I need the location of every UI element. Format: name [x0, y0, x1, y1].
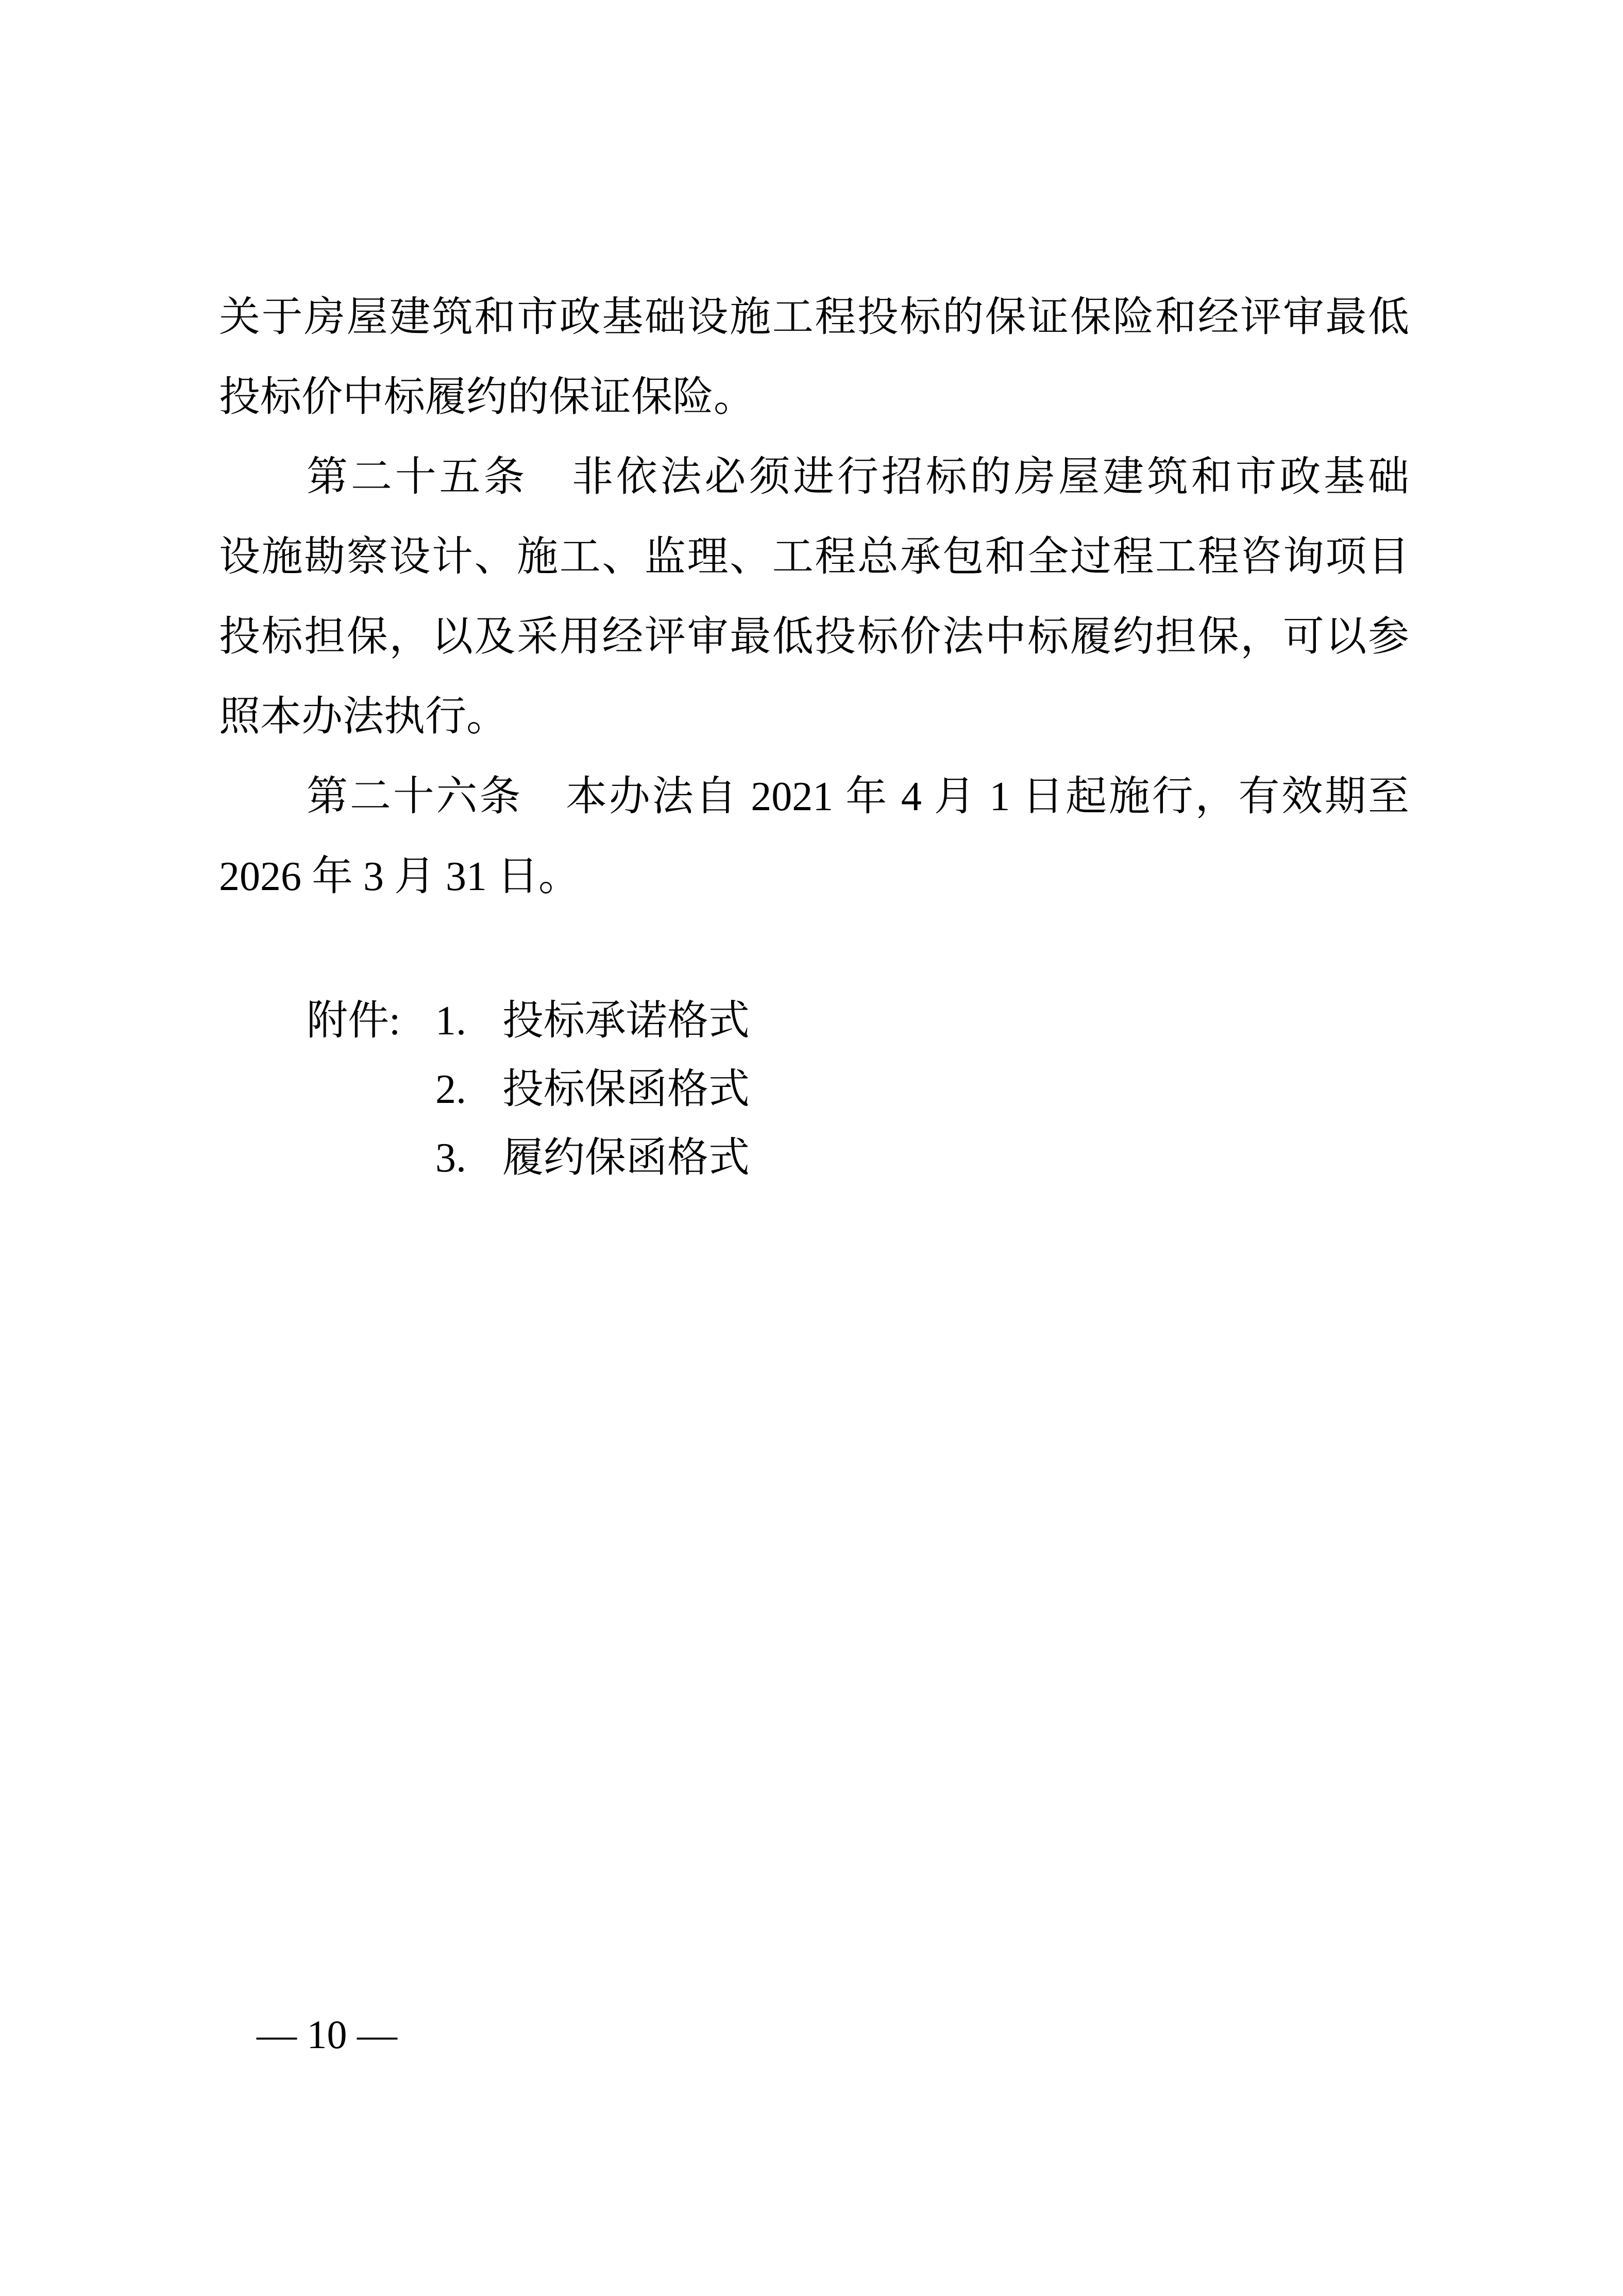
attachment-row	[307, 987, 750, 1055]
attachment-item-title: 履约保函格式	[502, 1135, 750, 1181]
body-line-article-26: 第二十六条 本办法自 2021 年 4 月 1 日起施行，有效期至	[307, 774, 1409, 819]
body-line: 设施勘察设计、施工、监理、工程总承包和全过程工程咨询项目	[219, 534, 1409, 580]
attachment-row	[307, 1124, 750, 1193]
attachment-label: 附件:	[307, 998, 401, 1044]
attachment-row	[307, 1055, 750, 1124]
attachment-list	[307, 987, 750, 1193]
attachment-item-title: 投标保函格式	[502, 1067, 750, 1112]
document-body	[219, 278, 1409, 917]
attachment-label-spacer	[307, 1055, 435, 1124]
body-line-article-25: 第二十五条 非依法必须进行招标的房屋建筑和市政基础	[307, 455, 1409, 500]
attachment-item-title: 投标承诺格式	[502, 998, 750, 1044]
page-number: — 10 —	[257, 2012, 397, 2057]
attachment-item-number: 1.	[435, 998, 466, 1044]
attachment-item-number: 3.	[435, 1135, 466, 1181]
body-line: 关于房屋建筑和市政基础设施工程投标的保证保险和经评审最低	[219, 295, 1409, 340]
body-line: 投标担保，以及采用经评审最低投标价法中标履约担保，可以参	[219, 614, 1409, 660]
attachment-label-spacer	[307, 1124, 435, 1193]
body-line: 照本办法执行。	[219, 694, 508, 740]
body-line: 2026 年 3 月 31 日。	[219, 854, 580, 899]
attachment-item-number: 2.	[435, 1067, 466, 1112]
body-line: 投标价中标履约的保证保险。	[219, 375, 755, 420]
